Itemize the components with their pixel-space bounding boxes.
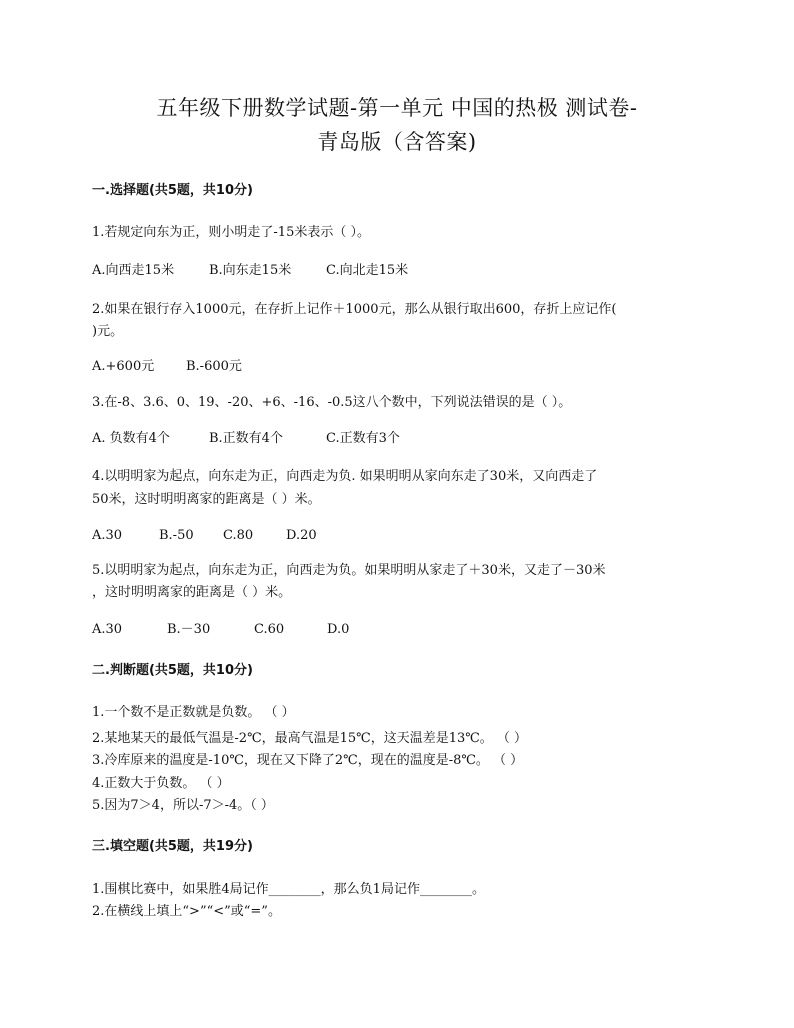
question-2-option-a: A.+600元 — [92, 359, 155, 374]
section-heading-multiple-choice: 一.选择题(共5题，共10分) — [92, 183, 253, 198]
section-heading-true-false: 二.判断题(共5题，共10分) — [92, 663, 253, 678]
question-3-option-c: C.正数有3个 — [326, 431, 400, 446]
question-4-option-c: C.80 — [223, 528, 254, 543]
question-2-options — [92, 358, 712, 376]
question-3-option-b: B.正数有4个 — [209, 431, 283, 446]
question-5-options — [92, 621, 712, 639]
judgement-item: 4.正数大于负数。 （ ） — [92, 776, 230, 791]
question-5-option-b: B.－30 — [167, 622, 211, 637]
question-4-text-line2: 50米，这时明明离家的距离是（ ）米。 — [92, 492, 321, 507]
question-2-option-b: B.-600元 — [186, 359, 242, 374]
question-1-option-a: A.向西走15米 — [92, 263, 175, 278]
question-5-option-c: C.60 — [254, 622, 285, 637]
question-1-options — [92, 262, 712, 280]
question-3-option-a: A. 负数有4个 — [92, 431, 170, 446]
question-5-text-line1: 5.以明明家为起点，向东走为正，向西走为负。如果明明从家走了＋30米，又走了－30米 — [92, 563, 606, 578]
question-5-option-a: A.30 — [92, 622, 123, 637]
judgement-item: 2.某地某天的最低气温是-2℃，最高气温是15℃，这天温差是13℃。 （ ） — [92, 731, 528, 746]
question-1-text: 1.若规定向东为正，则小明走了-15米表示（ ）。 — [92, 225, 370, 240]
judgement-item: 1.一个数不是正数就是负数。 （ ） — [92, 705, 295, 720]
document-title-line1: 五年级下册数学试题-第一单元 中国的热极 测试卷- — [156, 96, 638, 120]
question-4-option-a: A.30 — [92, 528, 123, 543]
question-2-text-line2: )元。 — [92, 324, 124, 339]
document-title-line2: 青岛版（含答案) — [317, 130, 477, 154]
judgement-item: 5.因为7＞4，所以-7＞-4。（ ） — [92, 798, 274, 813]
question-2-text-line1: 2.如果在银行存入1000元，在存折上记作＋1000元，那么从银行取出600，存折上应记作( — [92, 302, 617, 317]
section-heading-fill-in: 三.填空题(共5题，共19分) — [92, 839, 253, 854]
question-4-text-line1: 4.以明明家为起点，向东走为正，向西走为负. 如果明明从家向东走了30米，又向西走了 — [92, 469, 598, 484]
question-4-option-b: B.-50 — [159, 528, 194, 543]
question-3-text: 3.在-8、3.6、0、19、-20、+6、-16、-0.5这八个数中，下列说法错误的是（ ）。 — [92, 395, 572, 410]
question-4-option-d: D.20 — [286, 528, 317, 543]
question-1-option-b: B.向东走15米 — [209, 263, 292, 278]
question-5-text-line2: ，这时明明离家的距离是（ ）米。 — [92, 585, 292, 600]
question-5-option-d: D.0 — [327, 622, 350, 637]
fill-in-item: 2.在横线上填上“>”“<”或“=”。 — [92, 904, 281, 919]
question-4-options — [92, 527, 712, 545]
question-1-option-c: C.向北走15米 — [326, 263, 409, 278]
question-3-options — [92, 430, 712, 448]
fill-in-item: 1.围棋比赛中，如果胜4局记作________，那么负1局记作________。 — [92, 882, 485, 897]
judgement-item: 3.冷库原来的温度是-10℃，现在又下降了2℃，现在的温度是-8℃。 （ ） — [92, 753, 524, 768]
